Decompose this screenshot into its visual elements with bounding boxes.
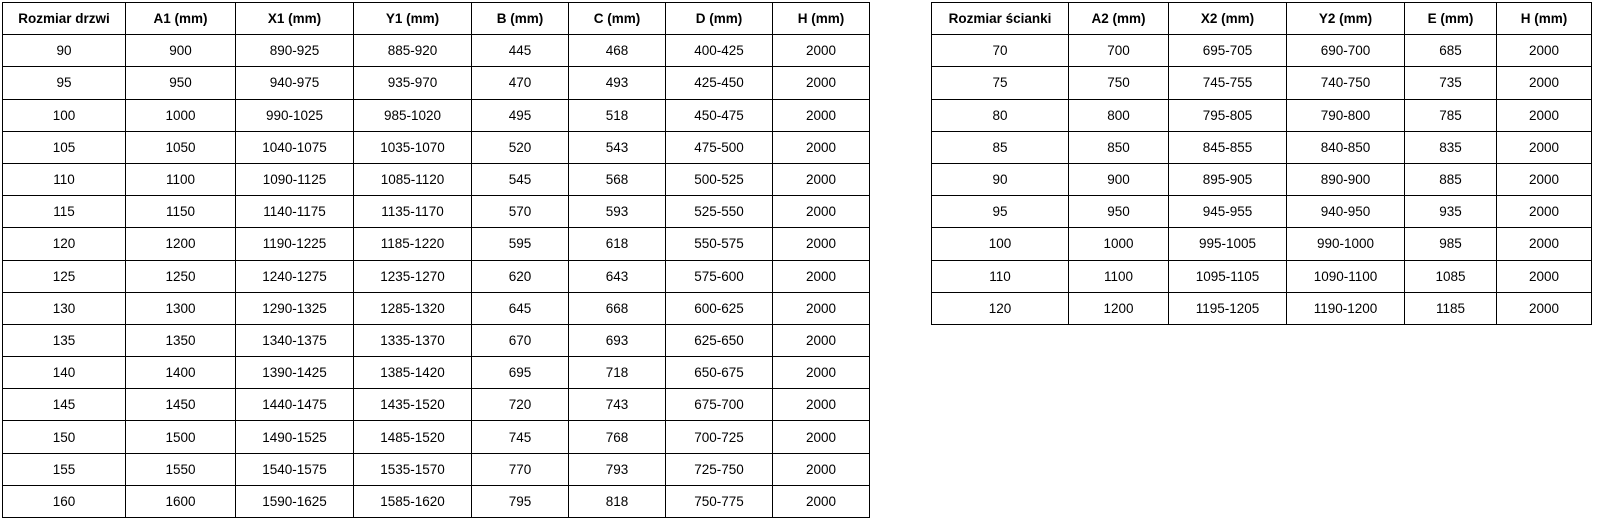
table-cell: 475-500	[666, 131, 773, 163]
table-cell: 1100	[1069, 260, 1169, 292]
table-cell: 545	[472, 163, 569, 195]
table-cell: 525-550	[666, 196, 773, 228]
table-cell: 950	[126, 67, 236, 99]
table-cell: 1035-1070	[354, 131, 472, 163]
walls-table-body	[932, 35, 1592, 325]
table-row	[3, 228, 870, 260]
table-row	[932, 292, 1592, 324]
table-row	[3, 67, 870, 99]
doors-table-head	[3, 3, 870, 35]
table-cell: 1350	[126, 324, 236, 356]
table-cell: 2000	[1497, 99, 1592, 131]
table-cell: 1550	[126, 453, 236, 485]
table-cell: 2000	[773, 35, 870, 67]
table-cell: 468	[569, 35, 666, 67]
table-cell: 120	[3, 228, 126, 260]
table-row	[3, 292, 870, 324]
table-cell: 668	[569, 292, 666, 324]
table-cell: 1135-1170	[354, 196, 472, 228]
table-cell: 1390-1425	[236, 357, 354, 389]
table-cell: 690-700	[1287, 35, 1405, 67]
table-row	[932, 99, 1592, 131]
table-cell: 90	[932, 163, 1069, 195]
table-cell: 1185	[1405, 292, 1497, 324]
table-cell: 840-850	[1287, 131, 1405, 163]
table-cell: 1190-1225	[236, 228, 354, 260]
table-cell: 900	[1069, 163, 1169, 195]
table-row	[3, 196, 870, 228]
column-header: E (mm)	[1405, 3, 1497, 35]
table-cell: 1485-1520	[354, 421, 472, 453]
table-row	[3, 389, 870, 421]
table-cell: 1190-1200	[1287, 292, 1405, 324]
table-cell: 2000	[1497, 67, 1592, 99]
table-cell: 2000	[773, 163, 870, 195]
table-row	[3, 260, 870, 292]
table-cell: 110	[932, 260, 1069, 292]
table-cell: 95	[932, 196, 1069, 228]
table-cell: 745	[472, 421, 569, 453]
table-cell: 2000	[1497, 228, 1592, 260]
table-cell: 493	[569, 67, 666, 99]
table-cell: 890-900	[1287, 163, 1405, 195]
table-header-row	[3, 3, 870, 35]
table-cell: 845-855	[1169, 131, 1287, 163]
table-cell: 625-650	[666, 324, 773, 356]
table-cell: 695-705	[1169, 35, 1287, 67]
table-row	[932, 228, 1592, 260]
table-cell: 643	[569, 260, 666, 292]
table-cell: 593	[569, 196, 666, 228]
table-cell: 1450	[126, 389, 236, 421]
table-row	[932, 67, 1592, 99]
table-cell: 2000	[773, 260, 870, 292]
table-cell: 768	[569, 421, 666, 453]
table-row	[3, 35, 870, 67]
table-cell: 793	[569, 453, 666, 485]
table-cell: 1400	[126, 357, 236, 389]
doors-table-container	[2, 2, 870, 518]
table-cell: 693	[569, 324, 666, 356]
table-cell: 568	[569, 163, 666, 195]
table-cell: 1240-1275	[236, 260, 354, 292]
table-cell: 1000	[126, 99, 236, 131]
table-cell: 2000	[773, 357, 870, 389]
table-cell: 135	[3, 324, 126, 356]
table-cell: 670	[472, 324, 569, 356]
table-cell: 150	[3, 421, 126, 453]
table-row	[3, 163, 870, 195]
table-cell: 570	[472, 196, 569, 228]
table-cell: 1150	[126, 196, 236, 228]
table-cell: 645	[472, 292, 569, 324]
table-cell: 2000	[773, 453, 870, 485]
table-cell: 1040-1075	[236, 131, 354, 163]
table-cell: 1535-1570	[354, 453, 472, 485]
column-header: B (mm)	[472, 3, 569, 35]
column-header: H (mm)	[1497, 3, 1592, 35]
table-cell: 950	[1069, 196, 1169, 228]
table-cell: 1085-1120	[354, 163, 472, 195]
table-cell: 1440-1475	[236, 389, 354, 421]
table-cell: 785	[1405, 99, 1497, 131]
table-cell: 1195-1205	[1169, 292, 1287, 324]
table-cell: 400-425	[666, 35, 773, 67]
table-cell: 2000	[773, 324, 870, 356]
table-cell: 120	[932, 292, 1069, 324]
table-cell: 718	[569, 357, 666, 389]
table-cell: 885	[1405, 163, 1497, 195]
table-cell: 850	[1069, 131, 1169, 163]
table-cell: 70	[932, 35, 1069, 67]
table-cell: 1540-1575	[236, 453, 354, 485]
walls-table-head	[932, 3, 1592, 35]
table-cell: 500-525	[666, 163, 773, 195]
column-header: C (mm)	[569, 3, 666, 35]
table-cell: 885-920	[354, 35, 472, 67]
table-cell: 2000	[773, 485, 870, 517]
table-row	[3, 99, 870, 131]
table-cell: 750-775	[666, 485, 773, 517]
table-cell: 1200	[1069, 292, 1169, 324]
table-cell: 740-750	[1287, 67, 1405, 99]
table-cell: 935-970	[354, 67, 472, 99]
table-cell: 935	[1405, 196, 1497, 228]
table-cell: 618	[569, 228, 666, 260]
table-cell: 1585-1620	[354, 485, 472, 517]
table-cell: 835	[1405, 131, 1497, 163]
table-cell: 1285-1320	[354, 292, 472, 324]
table-cell: 1000	[1069, 228, 1169, 260]
table-cell: 445	[472, 35, 569, 67]
table-cell: 1340-1375	[236, 324, 354, 356]
table-cell: 985	[1405, 228, 1497, 260]
table-cell: 100	[3, 99, 126, 131]
table-cell: 115	[3, 196, 126, 228]
walls-dimensions-table	[931, 2, 1592, 325]
table-cell: 1235-1270	[354, 260, 472, 292]
table-cell: 1290-1325	[236, 292, 354, 324]
table-cell: 2000	[773, 99, 870, 131]
table-cell: 725-750	[666, 453, 773, 485]
table-cell: 1085	[1405, 260, 1497, 292]
table-cell: 2000	[773, 67, 870, 99]
column-header: Rozmiar ścianki	[932, 3, 1069, 35]
table-cell: 145	[3, 389, 126, 421]
table-cell: 990-1000	[1287, 228, 1405, 260]
table-cell: 2000	[1497, 196, 1592, 228]
table-cell: 600-625	[666, 292, 773, 324]
table-cell: 1185-1220	[354, 228, 472, 260]
table-cell: 743	[569, 389, 666, 421]
table-cell: 1050	[126, 131, 236, 163]
table-cell: 1090-1125	[236, 163, 354, 195]
table-cell: 1490-1525	[236, 421, 354, 453]
table-cell: 1250	[126, 260, 236, 292]
table-row	[932, 163, 1592, 195]
table-cell: 75	[932, 67, 1069, 99]
table-row	[932, 196, 1592, 228]
table-cell: 940-950	[1287, 196, 1405, 228]
table-row	[3, 131, 870, 163]
table-cell: 85	[932, 131, 1069, 163]
table-cell: 595	[472, 228, 569, 260]
table-cell: 105	[3, 131, 126, 163]
walls-table-container	[931, 2, 1592, 325]
table-cell: 470	[472, 67, 569, 99]
doors-table-body	[3, 35, 870, 518]
table-cell: 2000	[773, 292, 870, 324]
table-cell: 985-1020	[354, 99, 472, 131]
table-cell: 130	[3, 292, 126, 324]
table-row	[3, 324, 870, 356]
table-cell: 1140-1175	[236, 196, 354, 228]
table-cell: 2000	[773, 196, 870, 228]
table-cell: 818	[569, 485, 666, 517]
table-cell: 1090-1100	[1287, 260, 1405, 292]
table-cell: 1335-1370	[354, 324, 472, 356]
table-cell: 1435-1520	[354, 389, 472, 421]
table-cell: 1095-1105	[1169, 260, 1287, 292]
column-header: Rozmiar drzwi	[3, 3, 126, 35]
table-row	[3, 421, 870, 453]
column-header: A1 (mm)	[126, 3, 236, 35]
table-cell: 1300	[126, 292, 236, 324]
table-cell: 520	[472, 131, 569, 163]
column-header: Y1 (mm)	[354, 3, 472, 35]
table-cell: 2000	[1497, 131, 1592, 163]
table-cell: 550-575	[666, 228, 773, 260]
table-cell: 890-925	[236, 35, 354, 67]
table-header-row	[932, 3, 1592, 35]
table-cell: 900	[126, 35, 236, 67]
table-cell: 110	[3, 163, 126, 195]
table-cell: 543	[569, 131, 666, 163]
table-cell: 425-450	[666, 67, 773, 99]
table-cell: 2000	[773, 421, 870, 453]
table-row	[932, 131, 1592, 163]
table-cell: 650-675	[666, 357, 773, 389]
table-row	[3, 357, 870, 389]
table-cell: 155	[3, 453, 126, 485]
table-cell: 620	[472, 260, 569, 292]
table-cell: 2000	[1497, 163, 1592, 195]
table-cell: 945-955	[1169, 196, 1287, 228]
table-cell: 990-1025	[236, 99, 354, 131]
table-cell: 675-700	[666, 389, 773, 421]
table-cell: 695	[472, 357, 569, 389]
table-cell: 100	[932, 228, 1069, 260]
column-header: H (mm)	[773, 3, 870, 35]
table-cell: 1100	[126, 163, 236, 195]
table-cell: 2000	[1497, 35, 1592, 67]
table-row	[932, 35, 1592, 67]
table-cell: 795	[472, 485, 569, 517]
table-cell: 770	[472, 453, 569, 485]
table-cell: 685	[1405, 35, 1497, 67]
table-cell: 160	[3, 485, 126, 517]
table-cell: 90	[3, 35, 126, 67]
table-cell: 2000	[1497, 292, 1592, 324]
doors-dimensions-table	[2, 2, 870, 518]
table-row	[932, 260, 1592, 292]
table-cell: 735	[1405, 67, 1497, 99]
column-header: X1 (mm)	[236, 3, 354, 35]
table-cell: 140	[3, 357, 126, 389]
table-cell: 1590-1625	[236, 485, 354, 517]
table-row	[3, 485, 870, 517]
table-cell: 720	[472, 389, 569, 421]
table-cell: 790-800	[1287, 99, 1405, 131]
column-header: A2 (mm)	[1069, 3, 1169, 35]
table-cell: 95	[3, 67, 126, 99]
table-cell: 450-475	[666, 99, 773, 131]
table-cell: 518	[569, 99, 666, 131]
table-cell: 700	[1069, 35, 1169, 67]
table-cell: 2000	[1497, 260, 1592, 292]
table-cell: 750	[1069, 67, 1169, 99]
table-cell: 2000	[773, 228, 870, 260]
column-header: D (mm)	[666, 3, 773, 35]
table-cell: 1385-1420	[354, 357, 472, 389]
table-cell: 700-725	[666, 421, 773, 453]
table-cell: 495	[472, 99, 569, 131]
table-cell: 995-1005	[1169, 228, 1287, 260]
column-header: X2 (mm)	[1169, 3, 1287, 35]
table-cell: 1200	[126, 228, 236, 260]
table-cell: 800	[1069, 99, 1169, 131]
table-row	[3, 453, 870, 485]
table-cell: 795-805	[1169, 99, 1287, 131]
table-cell: 745-755	[1169, 67, 1287, 99]
table-cell: 895-905	[1169, 163, 1287, 195]
table-cell: 940-975	[236, 67, 354, 99]
column-header: Y2 (mm)	[1287, 3, 1405, 35]
table-cell: 1600	[126, 485, 236, 517]
table-cell: 2000	[773, 389, 870, 421]
table-cell: 125	[3, 260, 126, 292]
table-cell: 80	[932, 99, 1069, 131]
table-cell: 1500	[126, 421, 236, 453]
table-cell: 2000	[773, 131, 870, 163]
table-cell: 575-600	[666, 260, 773, 292]
